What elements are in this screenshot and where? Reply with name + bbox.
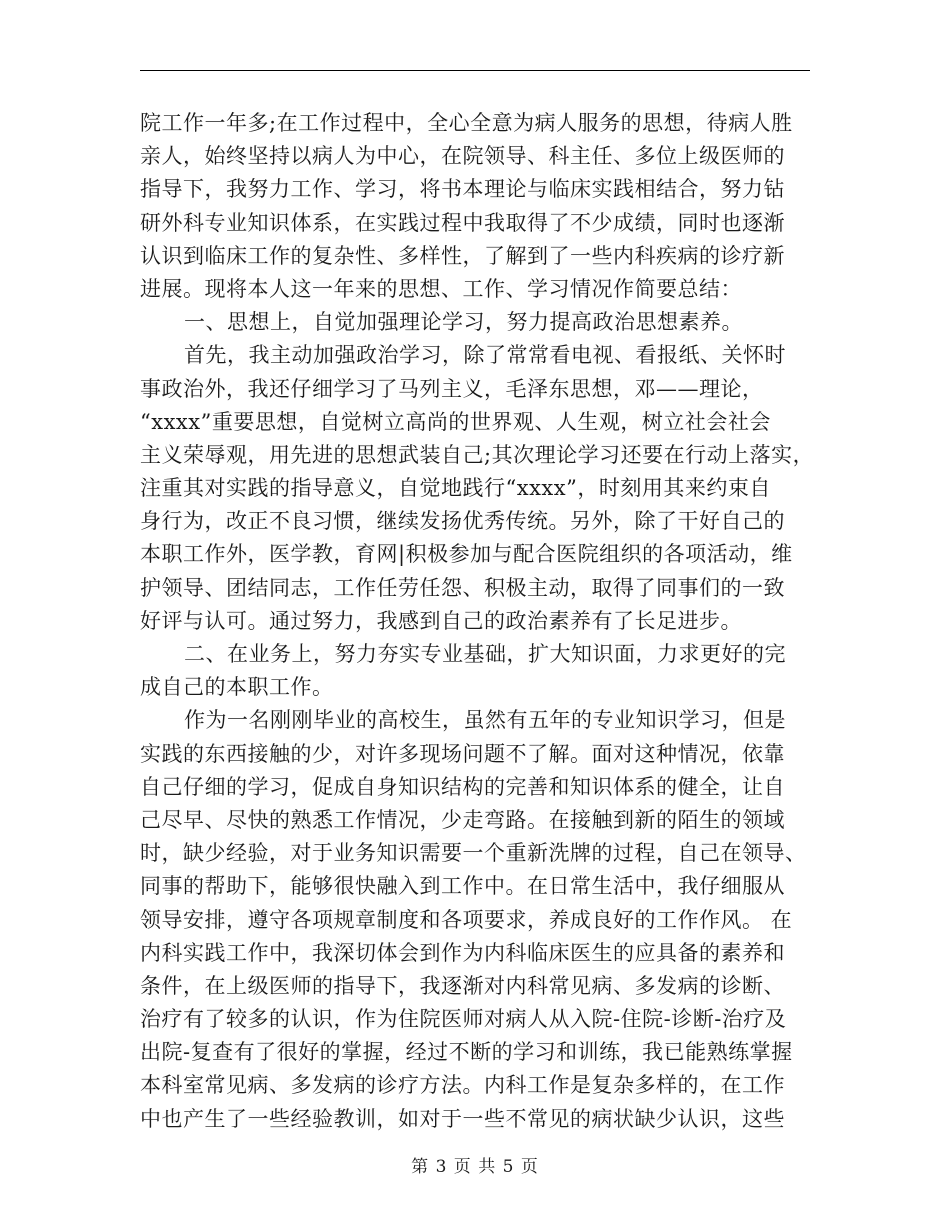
text-line: 己尽早、尽快的熟悉工作情况，少走弯路。在接触到新的陌生的领域	[140, 807, 785, 832]
text-line: 身行为，改正不良习惯，继续发扬优秀传统。另外，除了干好自己的	[140, 509, 785, 534]
document-body	[140, 107, 820, 1136]
text-line: 本职工作外，医学教，育网|积极参加与配合医院组织的各项活动，维	[140, 542, 793, 567]
text-line: 指导下，我努力工作、学习，将书本理论与临床实践相结合，努力钻	[140, 177, 785, 202]
text-line: 条件，在上级医师的指导下，我逐渐对内科常见病、多发病的诊断、	[140, 973, 785, 998]
text-line: 事政治外，我还仔细学习了马列主义，毛泽东思想，邓——理论，	[140, 376, 764, 401]
text-line: 主义荣辱观，用先进的思想武装自己;其次理论学习还要在行动上落实，	[140, 442, 815, 467]
text-line: 研外科专业知识体系，在实践过程中我取得了不少成绩，同时也逐渐	[140, 210, 785, 235]
text-line: 同事的帮助下，能够很快融入到工作中。在日常生活中，我仔细服从	[140, 874, 785, 899]
text-line: 自己仔细的学习，促成自身知识结构的完善和知识体系的健全，让自	[140, 774, 785, 799]
text-line: 注重其对实践的指导意义，自觉地践行“xxxx”，时刻用其来约束自	[140, 476, 771, 501]
text-line: 内科实践工作中，我深切体会到作为内科临床医生的应具备的素养和	[140, 940, 785, 965]
text-line: 作为一名刚刚毕业的高校生，虽然有五年的专业知识学习，但是	[184, 708, 786, 733]
text-line: 认识到临床工作的复杂性、多样性，了解到了一些内科疾病的诊疗新	[140, 243, 785, 268]
text-line: 二、在业务上，努力夯实专业基础，扩大知识面，力求更好的完	[184, 642, 786, 666]
text-line: 护领导、团结同志，工作任劳任怨、积极主动，取得了同事们的一致	[140, 575, 785, 600]
text-line: 成自己的本职工作。	[140, 675, 334, 700]
text-line: 好评与认可。通过努力，我感到自己的政治素养有了长足进步。	[140, 608, 742, 633]
text-line: 首先，我主动加强政治学习，除了常常看电视、看报纸、关怀时	[184, 343, 786, 368]
text-line: 领导安排，遵守各项规章制度和各项要求，养成良好的工作作风。 在	[140, 907, 793, 932]
text-line: 出院-复查有了很好的掌握，经过不断的学习和训练，我已能熟练掌握	[140, 1040, 793, 1065]
text-line: 时，缺少经验，对于业务知识需要一个重新洗牌的过程，自己在领导、	[140, 841, 807, 866]
text-line: 中也产生了一些经验教训，如对于一些不常见的病状缺少认识，这些	[140, 1106, 785, 1131]
text-line: 一、思想上，自觉加强理论学习，努力提高政治思想素养。	[184, 310, 743, 335]
text-line: “xxxx”重要思想，自觉树立高尚的世界观、人生观，树立社会社会	[140, 409, 771, 434]
text-line: 实践的东西接触的少，对许多现场问题不了解。面对这种情况，依靠	[140, 741, 785, 766]
text-line: 治疗有了较多的认识，作为住院医师对病人从入院-住院-诊断-治疗及	[140, 1007, 787, 1032]
page-number: 第 3 页 共 5 页	[411, 1157, 539, 1177]
header-rule	[140, 70, 810, 71]
text-line: 本科室常见病、多发病的诊疗方法。内科工作是复杂多样的，在工作	[140, 1073, 785, 1098]
text-line: 院工作一年多;在工作过程中，全心全意为病人服务的思想，待病人胜	[140, 111, 793, 135]
text-line: 进展。现将本人这一年来的思想、工作、学习情况作简要总结：	[140, 276, 742, 301]
text-line: 亲人，始终坚持以病人为中心，在院领导、科主任、多位上级医师的	[140, 144, 785, 169]
